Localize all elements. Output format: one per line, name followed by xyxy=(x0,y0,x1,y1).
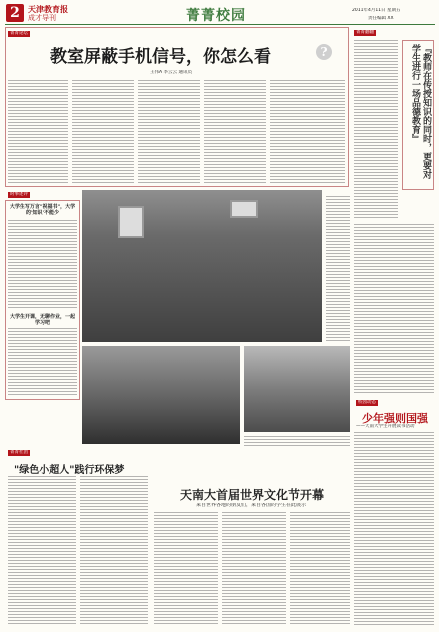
article-text xyxy=(204,80,266,184)
page-title: 菁菁校园 xyxy=(186,8,246,24)
bottom-main-subheadline: 来自世界各地的朋友们，来自各国的学生在此展示 xyxy=(196,503,307,508)
sidebar-quote: 『教师在传授知识的同时，更要对学生进行一场品德教育』 xyxy=(410,44,431,179)
right-bottom-text xyxy=(354,432,434,626)
bottom-main-text xyxy=(222,512,286,626)
left-column-kicker: 时事述评 xyxy=(10,192,28,197)
bottom-left-text xyxy=(80,476,148,626)
question-mark-icon: ? xyxy=(316,44,332,60)
page-number-badge: 2 xyxy=(6,4,24,22)
third-photo xyxy=(244,346,350,432)
bottom-main-headline: 天南大首届世界文化节开幕 xyxy=(180,488,325,502)
bottom-main-text xyxy=(290,512,350,626)
top-story-byline: 王伟A 李云云 通讯员 xyxy=(150,70,192,75)
photo-caption-text xyxy=(326,196,350,342)
sidebar-text xyxy=(354,40,398,220)
article-text xyxy=(8,80,68,184)
paper-name: 天津教育报 xyxy=(28,4,68,14)
bottom-left-headline: "绿色小超人"践行环保梦 xyxy=(14,465,125,476)
right-bottom-subheadline: ——天南大学生开展读书活动 xyxy=(356,424,415,429)
top-story-kicker: 菁菁论坛 xyxy=(10,31,28,36)
editor-line: 责任编辑 XX xyxy=(368,16,394,21)
article-text xyxy=(138,80,200,184)
sidebar-text xyxy=(354,224,434,394)
photo-caption-text xyxy=(244,436,350,446)
second-photo xyxy=(82,346,240,444)
left-column-text xyxy=(8,328,77,396)
left-column-text xyxy=(8,220,77,310)
article-text xyxy=(270,80,345,184)
right-bottom-headline: 少年强则国强 xyxy=(362,412,428,425)
sidebar-kicker: 菁菁翻翻 xyxy=(356,30,374,35)
left-column-subhead: 大学生写万言"祝福书"，大学的'知识'不能少 xyxy=(9,204,76,216)
top-story-headline: 教室屏蔽手机信号，你怎么看 xyxy=(50,47,271,67)
date-line: 2011年4月11日 星期五 xyxy=(352,8,401,13)
photo-frame xyxy=(118,206,144,238)
right-bottom-kicker: 校园动态 xyxy=(358,400,376,405)
bottom-main-text xyxy=(154,512,218,626)
article-text xyxy=(72,80,134,184)
section-name: 成才导刊 xyxy=(28,14,56,22)
left-column-subhead: 大学生开课，无聊作业，一起学习吧 xyxy=(9,314,75,326)
bottom-left-text xyxy=(8,476,76,626)
bottom-left-kicker: 菁菁社团 xyxy=(10,450,28,455)
photo-frame xyxy=(230,200,258,218)
